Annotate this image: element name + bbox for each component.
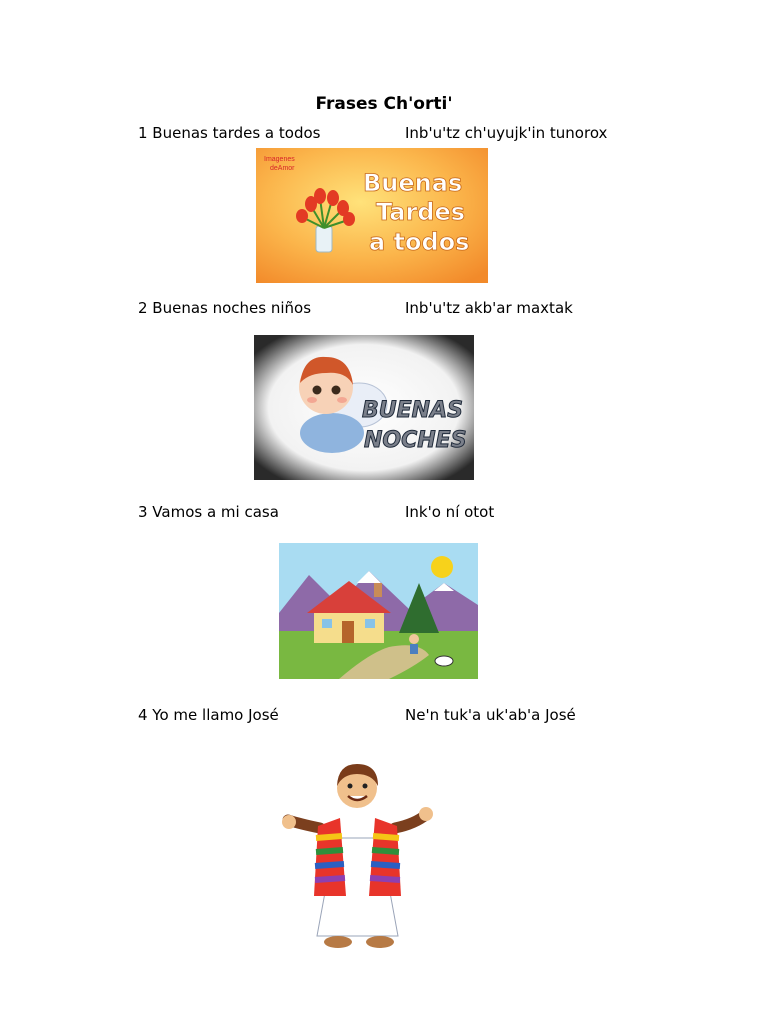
phrase-chorti: Inb'u'tz akb'ar maxtak bbox=[405, 299, 573, 317]
house-illustration bbox=[279, 543, 478, 679]
jose-illustration bbox=[280, 758, 435, 958]
phrase-row-2 bbox=[0, 299, 768, 321]
phrase-chorti: Inb'u'tz ch'uyujk'in tunorox bbox=[405, 124, 608, 142]
angel-illustration bbox=[254, 335, 474, 480]
buenas-noches-image bbox=[254, 335, 474, 480]
jose-image bbox=[280, 758, 435, 958]
tardes-line-2: Tardes bbox=[376, 198, 466, 226]
brand-line-1: Imagenes bbox=[264, 156, 295, 163]
noches-line-1: BUENAS bbox=[362, 398, 463, 423]
tardes-line-3: a todos bbox=[369, 228, 470, 256]
brand-line-2: deAmor bbox=[270, 165, 295, 172]
phrase-chorti: Ne'n tuk'a uk'ab'a José bbox=[405, 706, 576, 724]
tulips-illustration bbox=[256, 148, 488, 283]
phrase-row-1 bbox=[0, 124, 768, 146]
phrase-row-4 bbox=[0, 706, 768, 728]
phrase-chorti: Ink'o ní otot bbox=[405, 503, 495, 521]
phrase-spanish: 3 Vamos a mi casa bbox=[138, 503, 279, 521]
house-image bbox=[279, 543, 478, 679]
page-title: Frases Ch'orti' bbox=[315, 94, 453, 114]
noches-line-2: NOCHES bbox=[364, 428, 467, 453]
phrase-spanish: 1 Buenas tardes a todos bbox=[138, 124, 321, 142]
phrase-spanish: 2 Buenas noches niños bbox=[138, 299, 312, 317]
buenas-tardes-image bbox=[256, 148, 488, 283]
phrase-spanish: 4 Yo me llamo José bbox=[138, 706, 279, 724]
tardes-line-1: Buenas bbox=[363, 169, 463, 197]
phrase-row-3 bbox=[0, 503, 768, 525]
